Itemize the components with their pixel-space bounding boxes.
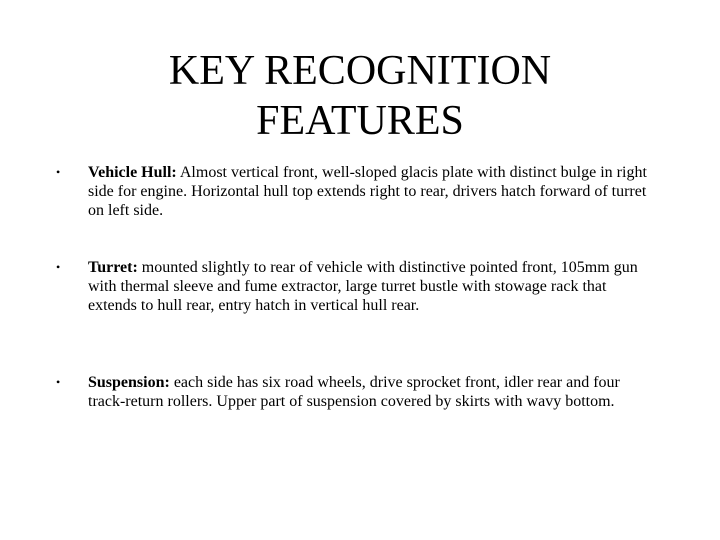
bullet-icon: •: [56, 375, 61, 389]
slide-title-line: FEATURES: [256, 98, 464, 144]
slide-title: [80, 46, 640, 146]
bullet-text: [88, 373, 658, 411]
bullet-body: Almost vertical front, well-sloped glacis plate with distinct bulge in right side for engine. Horizontal hull top extends right to rear, drivers hatch forward of turret on left side.: [88, 164, 647, 219]
bullet-text: [88, 163, 658, 220]
bullet-body: each side has six road wheels, drive sprocket front, idler rear and four track-return rollers. Upper part of suspension covered by skirts with wavy bottom.: [88, 374, 620, 410]
bullet-icon: •: [56, 260, 61, 274]
slide-title-line: KEY RECOGNITION: [168, 48, 552, 94]
bullet-body: mounted slightly to rear of vehicle with distinctive pointed front, 105mm gun with thermal sleeve and fume extractor, large turret bustle with stowage rack that extends to hull rear, entry hatch in vertical hull rear.: [88, 259, 638, 314]
bullet-label: Turret:: [88, 259, 138, 276]
bullet-text: [88, 258, 658, 315]
bullet-icon: •: [56, 165, 61, 179]
bullet-label: Suspension:: [88, 374, 170, 391]
bullet-label: Vehicle Hull:: [88, 164, 177, 181]
